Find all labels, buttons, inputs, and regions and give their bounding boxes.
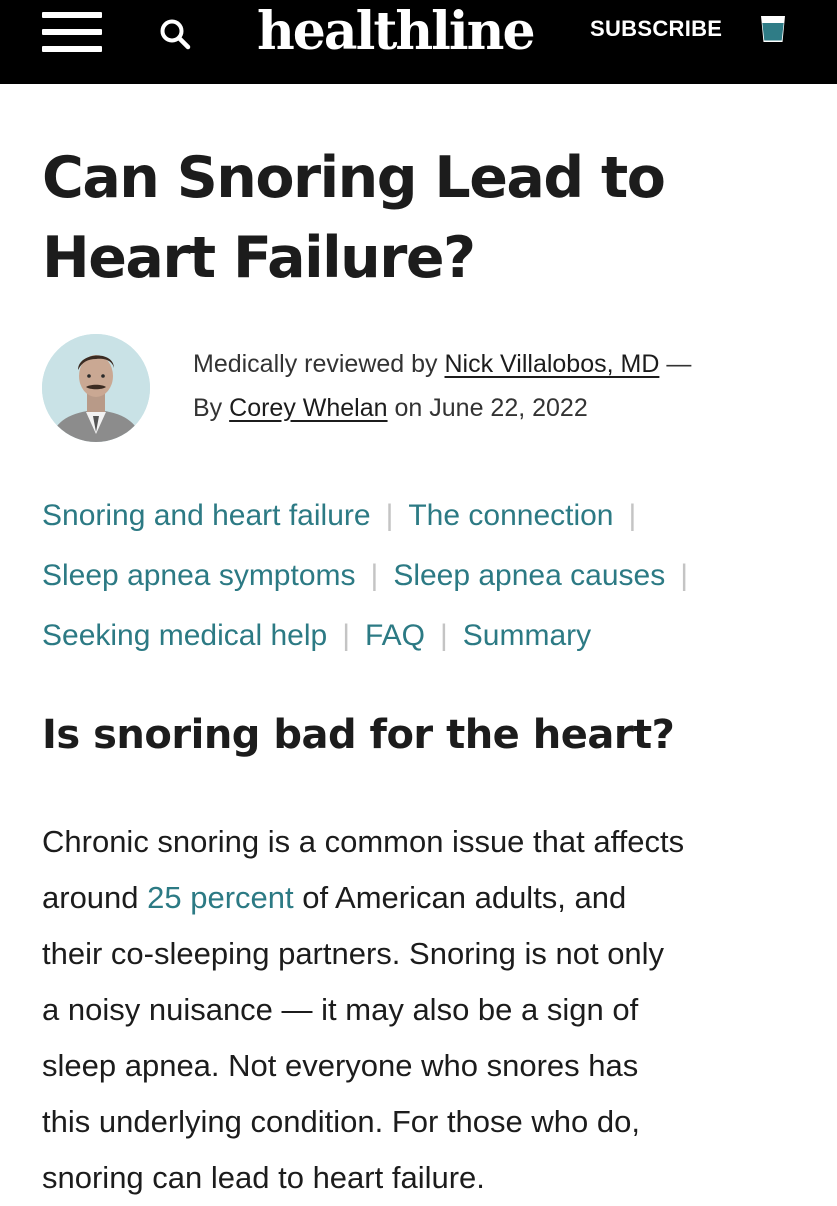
search-icon[interactable]: [158, 17, 192, 51]
jump-nav-row: [42, 546, 822, 606]
author-link[interactable]: Corey Whelan: [229, 394, 388, 422]
article-paragraph: [42, 814, 812, 1206]
nav-separator: |: [628, 499, 637, 532]
jump-link-sleep-apnea-causes[interactable]: Sleep apnea causes: [393, 559, 666, 592]
byline-author-line: [193, 386, 813, 430]
article-byline: [193, 342, 813, 430]
tumbler-icon[interactable]: [758, 14, 788, 44]
person-photo-icon: [42, 334, 150, 442]
paragraph-line: this underlying condition. For those who do,: [42, 1104, 640, 1139]
byline-reviewed-line: [193, 342, 813, 386]
publish-date: June 22, 2022: [429, 394, 588, 422]
by-prefix: By: [193, 394, 223, 422]
paragraph-line: [42, 870, 812, 926]
article-jump-nav: [42, 486, 822, 666]
section-heading: Is snoring bad for the heart?: [42, 712, 675, 758]
jump-link-snoring-heart-failure[interactable]: Snoring and heart failure: [42, 499, 371, 532]
menu-bar-bottom: [42, 46, 102, 52]
reviewer-avatar: [42, 334, 150, 442]
nav-separator: |: [680, 559, 688, 592]
date-prefix: on: [394, 394, 423, 422]
paragraph-line: their co-sleeping partners. Snoring is not only: [42, 936, 665, 971]
menu-bar-middle: [42, 29, 102, 35]
nav-separator: |: [440, 619, 448, 652]
jump-link-faq[interactable]: FAQ: [364, 619, 425, 652]
reviewer-link[interactable]: Nick Villalobos, MD: [444, 350, 660, 378]
byline-dash: —: [666, 350, 692, 378]
paragraph-text: around: [42, 880, 139, 915]
jump-link-seeking-medical-help[interactable]: Seeking medical help: [42, 619, 328, 652]
subscribe-button[interactable]: SUBSCRIBE: [590, 16, 723, 41]
jump-link-sleep-apnea-symptoms[interactable]: Sleep apnea symptoms: [42, 559, 356, 592]
jump-link-connection[interactable]: The connection: [408, 499, 614, 532]
site-header: [0, 0, 837, 84]
statistic-link[interactable]: 25 percent: [147, 880, 294, 915]
nav-separator: |: [385, 499, 394, 532]
reviewed-prefix: Medically reviewed by: [193, 350, 438, 378]
paragraph-line: a noisy nuisance — it may also be a sign of: [42, 992, 639, 1027]
jump-nav-row: [42, 606, 822, 666]
site-logo[interactable]: healthline: [257, 1, 534, 62]
nav-separator: |: [370, 559, 379, 592]
paragraph-line: sleep apnea. Not everyone who snores has: [42, 1048, 639, 1083]
hamburger-menu-icon[interactable]: [42, 12, 102, 52]
page-title: Can Snoring Lead to Heart Failure?: [42, 145, 665, 291]
nav-separator: |: [342, 619, 350, 652]
jump-nav-row: [42, 486, 822, 546]
paragraph-text: of American adults, and: [302, 880, 627, 915]
paragraph-line: snoring can lead to heart failure.: [42, 1160, 485, 1195]
paragraph-line: Chronic snoring is a common issue that affects: [42, 824, 685, 859]
menu-bar-top: [42, 12, 102, 18]
jump-link-summary[interactable]: Summary: [462, 619, 592, 652]
